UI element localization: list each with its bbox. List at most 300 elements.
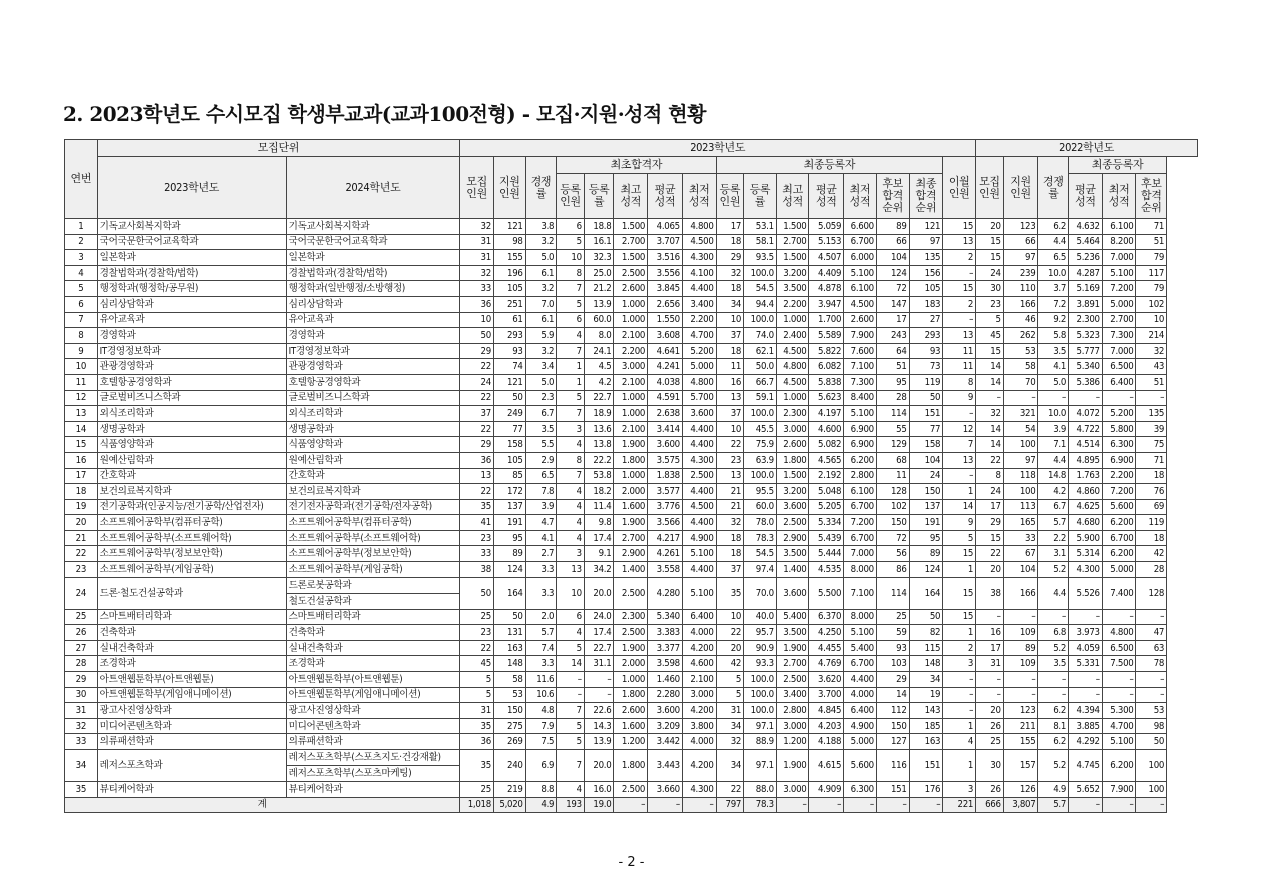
data-cell: 8 — [976, 468, 1004, 484]
unit-2023: 경영학과 — [97, 328, 286, 344]
data-cell: 6.200 — [1102, 546, 1136, 562]
data-cell: 39 — [1136, 421, 1167, 437]
data-cell: 4.400 — [682, 484, 716, 500]
data-cell: – — [1136, 672, 1167, 688]
data-cell: 71 — [1136, 219, 1167, 235]
data-cell: 2.3 — [525, 390, 557, 406]
data-cell: – — [1003, 672, 1038, 688]
data-cell: 68 — [876, 452, 909, 468]
data-cell: 3.4 — [525, 359, 557, 375]
data-cell: 155 — [493, 250, 525, 266]
data-cell: 2.900 — [614, 546, 648, 562]
col-p-avg: 평균 성적 — [1069, 174, 1103, 219]
data-cell: 54.5 — [744, 546, 777, 562]
data-cell: 3.5 — [1038, 343, 1069, 359]
data-cell: 7.4 — [525, 640, 557, 656]
table-row — [65, 219, 1198, 235]
row-no: 12 — [65, 390, 98, 406]
data-cell: 4 — [557, 328, 585, 344]
unit-2024: 식품영양학과 — [286, 437, 460, 453]
unit-2024: 외식조리학과 — [286, 406, 460, 422]
data-cell: 10 — [557, 250, 585, 266]
data-cell: 13 — [557, 562, 585, 578]
table-row — [65, 234, 1198, 250]
data-cell: 75 — [1136, 437, 1167, 453]
data-cell: 18 — [1136, 530, 1167, 546]
unit-2024: 기독교사회복지학과 — [286, 219, 460, 235]
data-cell: 5.236 — [1069, 250, 1103, 266]
data-cell: 15 — [943, 577, 976, 609]
data-cell: 176 — [909, 782, 943, 798]
col-p-ratio: 경쟁 률 — [1038, 157, 1069, 219]
data-cell: 4.300 — [682, 452, 716, 468]
data-cell: – — [943, 265, 976, 281]
data-cell: 78 — [1136, 656, 1167, 672]
data-cell: – — [943, 687, 976, 703]
data-cell: 4.615 — [809, 750, 844, 782]
data-cell: 29 — [716, 250, 744, 266]
data-cell: 4.641 — [648, 343, 683, 359]
data-cell: 98 — [493, 234, 525, 250]
data-cell: 3.885 — [1069, 718, 1103, 734]
data-cell: 37 — [716, 562, 744, 578]
row-no: 6 — [65, 296, 98, 312]
data-cell: 5.526 — [1069, 577, 1103, 609]
total-cell: – — [682, 797, 716, 813]
data-cell: 13 — [460, 468, 494, 484]
data-cell: 15 — [976, 234, 1004, 250]
data-cell: – — [1136, 609, 1167, 625]
data-cell: 88.9 — [744, 734, 777, 750]
data-cell: 95 — [909, 530, 943, 546]
data-cell: 55 — [876, 421, 909, 437]
data-cell: 4.745 — [1069, 750, 1103, 782]
data-cell: 88.0 — [744, 782, 777, 798]
data-cell: 95.7 — [744, 625, 777, 641]
row-no: 20 — [65, 515, 98, 531]
row-no: 13 — [65, 406, 98, 422]
data-cell: 4.860 — [1069, 484, 1103, 500]
data-cell: 6.100 — [844, 484, 877, 500]
data-cell: 3.000 — [776, 718, 809, 734]
data-cell: 7.900 — [844, 328, 877, 344]
data-cell: 2.300 — [776, 406, 809, 422]
data-cell: 3.5 — [525, 421, 557, 437]
data-cell: 6.400 — [682, 609, 716, 625]
data-cell: 97 — [1003, 250, 1038, 266]
unit-2023: 소프트웨어공학부(정보보안학) — [97, 546, 286, 562]
data-cell: 5 — [557, 718, 585, 734]
col-reg-count: 등록 인원 — [557, 174, 585, 219]
unit-2024: 호텔항공경영학과 — [286, 374, 460, 390]
table-row — [65, 281, 1198, 297]
data-cell: 3.608 — [648, 328, 683, 344]
unit-2023: 외식조리학과 — [97, 406, 286, 422]
row-no: 31 — [65, 703, 98, 719]
data-cell: 2.280 — [648, 687, 683, 703]
data-cell: 5.082 — [809, 437, 844, 453]
data-cell: 150 — [876, 718, 909, 734]
data-cell: 23 — [460, 625, 494, 641]
data-cell: 50 — [1136, 734, 1167, 750]
col-final-best: 최고 성적 — [776, 174, 809, 219]
data-cell: 191 — [909, 515, 943, 531]
data-cell: 5 — [557, 640, 585, 656]
data-cell: 10 — [1136, 312, 1167, 328]
data-cell: 321 — [1003, 406, 1038, 422]
data-cell: 3.7 — [1038, 281, 1069, 297]
data-cell: 14 — [876, 687, 909, 703]
table-row — [65, 750, 1198, 782]
data-cell: 4.5 — [584, 359, 614, 375]
data-cell: 17 — [976, 499, 1004, 515]
data-cell: 100.0 — [744, 468, 777, 484]
data-cell: 5.700 — [682, 390, 716, 406]
data-cell: 4.292 — [1069, 734, 1103, 750]
data-cell: 4.4 — [1038, 234, 1069, 250]
total-cell: – — [614, 797, 648, 813]
data-cell: 2.500 — [776, 672, 809, 688]
data-cell: 3.577 — [648, 484, 683, 500]
data-cell: 32 — [460, 219, 494, 235]
data-cell: 4.1 — [525, 530, 557, 546]
data-cell: 3.5 — [1038, 656, 1069, 672]
col-final-rank: 최종 합격 순위 — [909, 174, 943, 219]
data-cell: 10 — [716, 609, 744, 625]
data-cell: – — [1038, 672, 1069, 688]
col-final-reg-count: 등록 인원 — [716, 174, 744, 219]
table-row — [65, 609, 1198, 625]
data-cell: 4.400 — [682, 437, 716, 453]
row-no: 14 — [65, 421, 98, 437]
data-cell: 5 — [557, 734, 585, 750]
col-p-recruit: 모집 인원 — [976, 157, 1004, 219]
data-cell: – — [943, 703, 976, 719]
data-cell: 20 — [716, 640, 744, 656]
data-cell: 3.9 — [525, 499, 557, 515]
data-cell: 5 — [460, 687, 494, 703]
data-cell: 4.300 — [682, 250, 716, 266]
data-cell: – — [1102, 390, 1136, 406]
col-reg-rate: 등록 률 — [584, 174, 614, 219]
data-cell: 2.700 — [776, 656, 809, 672]
data-cell: 3.400 — [682, 296, 716, 312]
data-cell: 54 — [1003, 421, 1038, 437]
data-cell: 2.000 — [614, 656, 648, 672]
data-cell: 8.0 — [584, 328, 614, 344]
data-cell: 2.700 — [614, 530, 648, 546]
total-label: 계 — [65, 797, 460, 813]
data-cell: 114 — [876, 577, 909, 609]
data-cell: 4.059 — [1069, 640, 1103, 656]
total-row — [65, 797, 1198, 813]
row-no: 28 — [65, 656, 98, 672]
data-cell: 50 — [493, 609, 525, 625]
data-cell: 18 — [716, 343, 744, 359]
data-cell: 85 — [493, 468, 525, 484]
data-cell: 13.6 — [584, 421, 614, 437]
unit-2023: 뷰티케어학과 — [97, 782, 286, 798]
data-cell: 33 — [1003, 530, 1038, 546]
col-p-final: 최종등록자 — [1069, 157, 1167, 174]
admissions-table — [64, 139, 1198, 813]
data-cell: 7 — [557, 468, 585, 484]
unit-2023: 아트앤웹툰학부(아트앤웹툰) — [97, 672, 286, 688]
data-cell: 2.500 — [776, 515, 809, 531]
data-cell: 100 — [1003, 484, 1038, 500]
data-cell: – — [1069, 609, 1103, 625]
data-cell: 1.900 — [776, 750, 809, 782]
data-cell: 7.2 — [1038, 296, 1069, 312]
data-cell: 69 — [1136, 499, 1167, 515]
data-cell: – — [943, 672, 976, 688]
data-cell: 8.000 — [844, 562, 877, 578]
data-cell: 5.400 — [776, 609, 809, 625]
data-cell: 5.0 — [1038, 374, 1069, 390]
data-cell: 158 — [493, 437, 525, 453]
data-cell: 5.000 — [1102, 296, 1136, 312]
data-cell: 104 — [876, 250, 909, 266]
unit-2023: 소프트웨어공학부(게임공학) — [97, 562, 286, 578]
data-cell: 29 — [976, 515, 1004, 531]
col-first-pass: 최초합격자 — [557, 157, 716, 174]
table-row — [65, 374, 1198, 390]
row-no: 15 — [65, 437, 98, 453]
data-cell: 16.1 — [584, 234, 614, 250]
data-cell: 5 — [460, 672, 494, 688]
data-cell: 20 — [976, 703, 1004, 719]
data-cell: 3.3 — [525, 577, 557, 609]
data-cell: 18 — [716, 546, 744, 562]
data-cell: 25 — [876, 609, 909, 625]
data-cell: 22 — [460, 640, 494, 656]
data-cell: 5.314 — [1069, 546, 1103, 562]
col-recruit: 모집 인원 — [460, 157, 494, 219]
table-row — [65, 672, 1198, 688]
data-cell: 2.700 — [1102, 312, 1136, 328]
data-cell: 115 — [909, 640, 943, 656]
data-cell: 13.9 — [584, 296, 614, 312]
data-cell: 4 — [943, 734, 976, 750]
data-cell: 97 — [909, 234, 943, 250]
data-cell: 4.000 — [844, 687, 877, 703]
unit-2023: 전기공학과(인공지능/전기공학/산업전자) — [97, 499, 286, 515]
data-cell: 22 — [460, 484, 494, 500]
data-cell: 94.4 — [744, 296, 777, 312]
unit-2023: 식품영양학과 — [97, 437, 286, 453]
data-cell: 3.200 — [776, 265, 809, 281]
data-cell: 74 — [493, 359, 525, 375]
data-cell: 137 — [909, 499, 943, 515]
data-cell: 7.300 — [1102, 328, 1136, 344]
data-cell: 3.2 — [525, 234, 557, 250]
data-cell: 2.100 — [614, 328, 648, 344]
data-cell: 3.776 — [648, 499, 683, 515]
col-p-worst: 최저 성적 — [1102, 174, 1136, 219]
data-cell: 51 — [1136, 234, 1167, 250]
data-cell: 18 — [716, 234, 744, 250]
data-cell: 70 — [1003, 374, 1038, 390]
data-cell: 5.2 — [1038, 640, 1069, 656]
total-cell: – — [844, 797, 877, 813]
unit-2024: 미디어콘텐츠학과 — [286, 718, 460, 734]
data-cell: 18 — [716, 281, 744, 297]
table-row — [65, 312, 1198, 328]
data-cell: 1.400 — [776, 562, 809, 578]
data-cell: 7.8 — [525, 484, 557, 500]
data-cell: 5 — [557, 296, 585, 312]
data-cell: 4.200 — [682, 750, 716, 782]
data-cell: 6.2 — [1038, 703, 1069, 719]
page-title: 2. 2023학년도 수시모집 학생부교과(교과100전형) - 모집·지원·성적 현황 — [63, 102, 706, 126]
data-cell: 275 — [493, 718, 525, 734]
data-cell: 31 — [976, 656, 1004, 672]
data-cell: – — [557, 687, 585, 703]
data-cell: 17.4 — [584, 530, 614, 546]
data-cell: 51 — [1136, 374, 1167, 390]
data-cell: 1.900 — [614, 640, 648, 656]
data-cell: 50 — [493, 390, 525, 406]
data-cell: 5.000 — [682, 359, 716, 375]
data-cell: 25.0 — [584, 265, 614, 281]
data-cell: 21 — [716, 499, 744, 515]
data-cell: 1.000 — [614, 390, 648, 406]
data-cell: 89 — [876, 219, 909, 235]
data-cell: 148 — [909, 656, 943, 672]
data-cell: 6.370 — [809, 609, 844, 625]
data-cell: 78.0 — [744, 515, 777, 531]
data-cell: 11 — [876, 468, 909, 484]
data-cell: 2.9 — [525, 452, 557, 468]
data-cell: 33 — [460, 281, 494, 297]
data-cell: 14 — [943, 499, 976, 515]
data-cell: 3.000 — [776, 421, 809, 437]
row-no: 19 — [65, 499, 98, 515]
data-cell: 11 — [943, 343, 976, 359]
data-cell: 4.188 — [809, 734, 844, 750]
data-cell: 1.500 — [614, 250, 648, 266]
data-cell: 32 — [716, 265, 744, 281]
col-unit-2023: 2023학년도 — [97, 157, 286, 219]
data-cell: 7.100 — [844, 577, 877, 609]
data-cell: 5.340 — [1069, 359, 1103, 375]
data-cell: 110 — [1003, 281, 1038, 297]
data-cell: 5.000 — [844, 734, 877, 750]
data-cell: 5.100 — [844, 265, 877, 281]
data-cell: 5.9 — [525, 328, 557, 344]
data-cell: 95.5 — [744, 484, 777, 500]
data-cell: – — [1003, 390, 1038, 406]
data-cell: 5.200 — [682, 343, 716, 359]
data-cell: 10 — [716, 312, 744, 328]
data-cell: 1.000 — [776, 390, 809, 406]
data-cell: 50 — [909, 609, 943, 625]
data-cell: 2.200 — [614, 343, 648, 359]
data-cell: 13.9 — [584, 734, 614, 750]
data-cell: 4.038 — [648, 374, 683, 390]
data-cell: 124 — [493, 562, 525, 578]
data-cell: 1.000 — [776, 312, 809, 328]
data-cell: 4.400 — [682, 421, 716, 437]
data-cell: 137 — [493, 499, 525, 515]
data-cell: 18.8 — [584, 219, 614, 235]
row-no: 7 — [65, 312, 98, 328]
unit-2024-line: 철도건설공학과 — [288, 595, 352, 607]
data-cell: 3.1 — [1038, 546, 1069, 562]
data-cell: 86 — [876, 562, 909, 578]
data-cell: 2.192 — [809, 468, 844, 484]
data-cell: 5.100 — [844, 406, 877, 422]
data-cell: 109 — [1003, 625, 1038, 641]
data-cell: 121 — [493, 219, 525, 235]
data-cell: 1 — [557, 359, 585, 375]
total-cell: 5.7 — [1038, 797, 1069, 813]
data-cell: 10.0 — [1038, 265, 1069, 281]
data-cell: 2.200 — [1102, 468, 1136, 484]
data-cell: 24 — [976, 265, 1004, 281]
data-cell: 148 — [493, 656, 525, 672]
data-cell: 45 — [460, 656, 494, 672]
data-cell: 6.900 — [844, 437, 877, 453]
data-cell: 13.8 — [584, 437, 614, 453]
data-cell: 3.2 — [525, 343, 557, 359]
data-cell: 37 — [716, 328, 744, 344]
data-cell: 89 — [909, 546, 943, 562]
data-cell: 3.442 — [648, 734, 683, 750]
data-cell: 113 — [1003, 499, 1038, 515]
table-body — [65, 219, 1198, 813]
data-cell: 4.280 — [648, 577, 683, 609]
data-cell: 3.9 — [1038, 421, 1069, 437]
data-cell: 8.200 — [1102, 234, 1136, 250]
data-cell: 100 — [1003, 437, 1038, 453]
data-cell: 3.516 — [648, 250, 683, 266]
data-cell: 59 — [876, 625, 909, 641]
data-cell: 5.800 — [1102, 421, 1136, 437]
data-cell: 1 — [943, 484, 976, 500]
data-cell: 3.3 — [525, 656, 557, 672]
data-cell: 6.082 — [809, 359, 844, 375]
total-cell: 797 — [716, 797, 744, 813]
data-cell: 6.300 — [844, 782, 877, 798]
data-cell: 2.500 — [614, 265, 648, 281]
data-cell: – — [1069, 390, 1103, 406]
data-cell: 14 — [557, 656, 585, 672]
data-cell: 90.9 — [744, 640, 777, 656]
data-cell: – — [1038, 609, 1069, 625]
data-cell: 40.0 — [744, 609, 777, 625]
unit-2024-line: 레저스포츠학부(스포츠지도·건강재활) — [287, 750, 460, 766]
data-cell: 6.7 — [1038, 499, 1069, 515]
data-cell: 135 — [909, 250, 943, 266]
data-cell: 1.900 — [614, 437, 648, 453]
data-cell: 3.575 — [648, 452, 683, 468]
data-cell: 19 — [909, 687, 943, 703]
unit-2024: 광고사진영상학과 — [286, 703, 460, 719]
data-cell: 42 — [1136, 546, 1167, 562]
data-cell: 32 — [460, 265, 494, 281]
data-cell: 102 — [876, 499, 909, 515]
row-no: 2 — [65, 234, 98, 250]
col-wait-rank: 후보 합격 순위 — [876, 174, 909, 219]
data-cell: – — [584, 672, 614, 688]
data-cell: 7.9 — [525, 718, 557, 734]
data-cell: 4.632 — [1069, 219, 1103, 235]
data-cell: 4.909 — [809, 782, 844, 798]
data-cell: 1.800 — [614, 750, 648, 782]
row-no: 25 — [65, 609, 98, 625]
unit-2024: 스마트배터리학과 — [286, 609, 460, 625]
